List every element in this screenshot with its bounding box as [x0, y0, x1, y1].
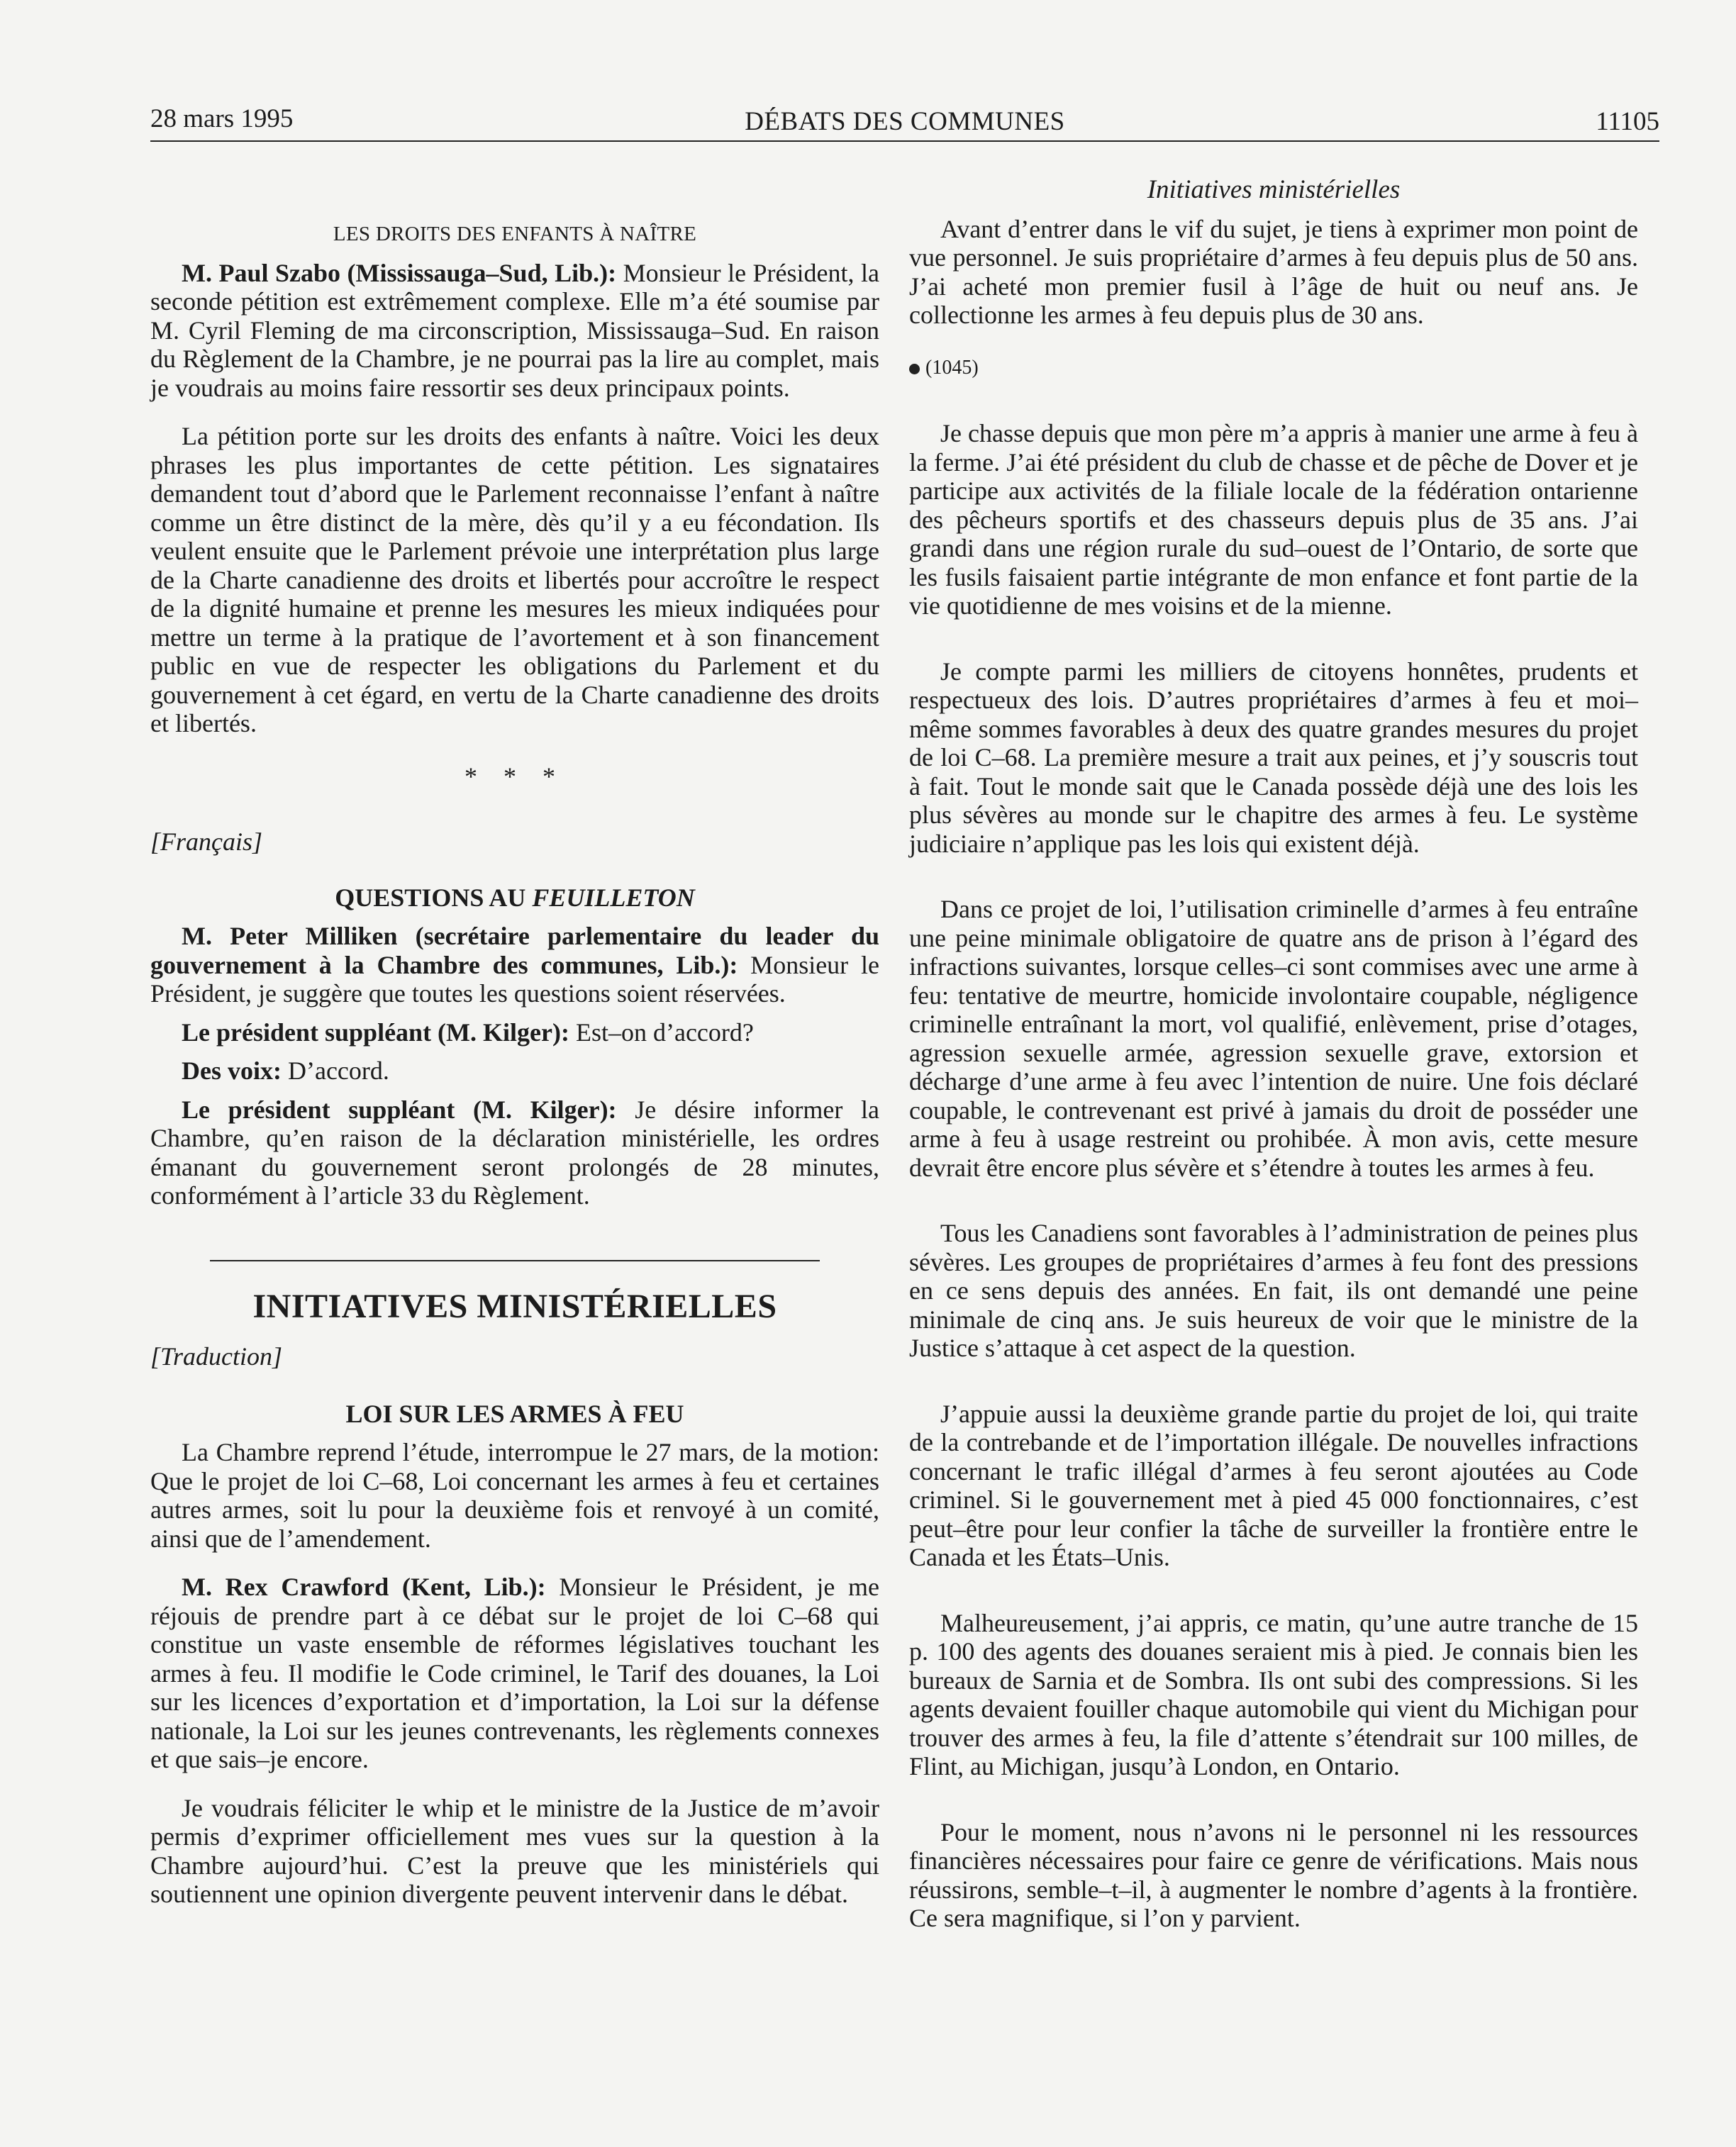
- header-title: DÉBATS DES COMMUNES: [745, 107, 1065, 136]
- paragraph-r3: Je compte parmi les milliers de citoyens honnêtes, prudents et respectueux des lois. D’autres propriétaires d’armes à feu et moi–même sommes favorables à deux des quatre grandes mesures du projet de loi C–68. La première mesure a trait aux peines, et j’y souscris tout à fait. Tout le monde sait que le Canada possède déjà une des lois les plus sévères au monde sur le chapitre des armes à feu. Le système judiciaire n’applique pas les lois qui existent déjà.: [909, 657, 1638, 858]
- timestamp: [909, 354, 1638, 383]
- questions-heading-text: QUESTIONS AU: [335, 883, 526, 912]
- running-head: Initiatives ministérielles: [1147, 175, 1401, 204]
- speaker-crawford: M. Rex Crawford (Kent, Lib.):: [182, 1573, 546, 1601]
- left-column: [150, 176, 879, 1909]
- paragraph-kilger-2: [150, 1095, 879, 1210]
- questions-heading-italic: FEUILLETON: [532, 883, 695, 912]
- language-label-traduction: [Traduction]: [150, 1342, 283, 1371]
- header-date: 28 mars 1995: [150, 104, 294, 133]
- paragraph-kilger-1: [150, 1018, 879, 1047]
- section-separator: * * *: [464, 762, 565, 791]
- paragraph-r4: Dans ce projet de loi, l’utilisation criminelle d’armes à feu entraîne une peine minimale obligatoire de quatre ans de prison à l’égard des infractions suivantes, lorsque celles–ci sont commises avec une arme à feu: tentative de meurtre, homicide involontaire coupable, négligence criminelle entraînant la mort, vol qualifié, enlèvement, prise d’otages, agression sexuelle armée, agression sexuelle grave, extorsion et décharge d’une arme à feu avec l’intention de nuire. Une fois déclaré coupable, le contrevenant est privé à jamais du droit de posséder une arme à feu à usage restreint ou prohibée. À mon avis, cette mesure devrait être encore plus sévère et s’étendre à toutes les armes à feu.: [909, 895, 1638, 1182]
- speaker-voix: Des voix:: [182, 1056, 282, 1085]
- paragraph-milliken: [150, 922, 879, 1008]
- bullet-icon: [909, 364, 920, 374]
- speaker-szabo: M. Paul Szabo (Mississauga–Sud, Lib.):: [182, 258, 617, 287]
- text-milliken: Monsieur le Président, je suggère que toutes les questions soient réservées.: [150, 950, 879, 1008]
- speaker-kilger-1: Le président suppléant (M. Kilger):: [182, 1017, 569, 1047]
- text-szabo: Monsieur le Président, la seconde pétition est extrêmement complexe. Elle m’a été soumise par M. Cyril Fleming de ma circonscription, Mississauga–Sud. En raison du Règlement de la Chambre, je ne pourrai pas la lire au complet, mais je voudrais au moins faire ressortir ses deux principaux points.: [150, 258, 879, 402]
- paragraph-szabo: [150, 259, 879, 403]
- petition-heading: LES DROITS DES ENFANTS À NAÎTRE: [333, 223, 697, 245]
- timestamp-text: (1045): [925, 356, 979, 379]
- paragraph-r2: Je chasse depuis que mon père m’a appris à manier une arme à feu à la ferme. J’ai été président du club de chasse et de pêche de Dover et je participe aux activités de la filiale locale de la fédération ontarienne des pêcheurs sportifs et des chasseurs depuis plus de 35 ans. J’ai grandi dans une région rurale du sud–ouest de l’Ontario, de sorte que les fusils faisaient partie intégrante de mon enfance et font partie de la vie quotidienne de mes voisins et de la mienne.: [909, 419, 1638, 620]
- paragraph-r7: Malheureusement, j’ai appris, ce matin, qu’une autre tranche de 15 p. 100 des agents des douanes seraient mis à pied. Je connais bien les bureaux de Sarnia et de Sombra. Ils ont subi des compressions. Si les agents devaient fouiller chaque automobile qui vient du Michigan pour trouver des armes à feu, la file d’attente s’étendrait sur 100 milles, de Flint, au Michigan, jusqu’à London, en Ontario.: [909, 1608, 1638, 1780]
- header-rule: [150, 140, 1659, 142]
- paragraph-whip: Je voudrais féliciter le whip et le ministre de la Justice de m’avoir permis d’exprimer officiellement mes vues sur la question à la Chambre aujourd’hui. C’est la preuve que les ministériels qui soutiennent une opinion divergente peuvent intervenir dans le débat.: [150, 1793, 879, 1908]
- text-kilger-1: Est–on d’accord?: [569, 1017, 754, 1047]
- loi-heading: LOI SUR LES ARMES À FEU: [345, 1399, 684, 1428]
- paragraph-crawford: [150, 1573, 879, 1774]
- paragraph-r1: Avant d’entrer dans le vif du sujet, je tiens à exprimer mon point de vue personnel. Je suis propriétaire d’armes à feu depuis plus de 50 ans. J’ai acheté mon premier fusil à l’âge de huit ou neuf ans. Je collectionne les armes à feu depuis plus de 30 ans.: [909, 214, 1638, 329]
- paragraph-voix: [150, 1056, 879, 1086]
- right-column: [909, 176, 1638, 1933]
- paragraph-motion: La Chambre reprend l’étude, interrompue le 27 mars, de la motion: Que le projet de loi C–68, Loi concernant les armes à feu et certaines autres armes, soit lu pour la deuxième fois et renvoyé à un comité, ainsi que de l’amendement.: [150, 1438, 879, 1553]
- questions-heading: [150, 883, 879, 913]
- paragraph-r6: J’appuie aussi la deuxième grande partie du projet de loi, qui traite de la contrebande et de l’importation illégale. De nouvelles infractions concernant le trafic illégal d’armes à feu seront ajoutées au Code criminel. Si le gouvernement met à pied 45 000 fonctionnaires, c’est peut–être pour leur confier la tâche de surveiller la frontière entre le Canada et les États–Unis.: [909, 1399, 1638, 1571]
- paragraph-r8: Pour le moment, nous n’avons ni le personnel ni les ressources financières nécessaires pour faire ce genre de vérifications. Mais nous réussirons, semble–t–il, à augmenter le nombre d’agents à la frontière. Ce sera magnifique, si l’on y parvient.: [909, 1817, 1638, 1932]
- speaker-milliken: M. Peter Milliken (secrétaire parlementaire du leader du gouvernement à la Chambre des communes, Lib.):: [150, 922, 879, 979]
- section-rule: [210, 1260, 820, 1261]
- paragraph-petition: La pétition porte sur les droits des enfants à naître. Voici les deux phrases les plus importantes de cette pétition. Les signataires demandent tout d’abord que le Parlement reconnaisse l’enfant à naître comme un être distinct de la mère, dès qu’il y a eu fécondation. Ils veulent ensuite que le Parlement prévoie une interprétation plus large de la Charte canadienne des droits et libertés pour accroître le respect de la dignité humaine et prenne les mesures les mieux indiquées pour mettre un terme à la pratique de l’avortement et à son financement public en vue de respecter les obligations du Parlement et du gouvernement à cet égard, en vertu de la Charte canadienne des droits et libertés.: [150, 422, 879, 737]
- paragraph-r5: Tous les Canadiens sont favorables à l’administration de peines plus sévères. Les groupes de propriétaires d’armes à feu font des pressions en ce sens depuis des années. En fait, ils ont demandé une peine minimale de cinq ans. Je suis heureux de voir que le ministre de la Justice s’attaque à cet aspect de la question.: [909, 1219, 1638, 1362]
- text-crawford: Monsieur le Président, je me réjouis de prendre part à ce débat sur le projet de loi C–68 qui constitue un vaste ensemble de réformes législatives touchant les armes à feu. Il modifie le Code criminel, le Tarif des douanes, la Loi sur les licences d’exportation et d’importation, la Loi sur la défense nationale, la Loi sur les jeunes contrevenants, les règlements connexes et que sais–je encore.: [150, 1573, 879, 1773]
- text-voix: D’accord.: [281, 1056, 389, 1085]
- initiatives-heading: INITIATIVES MINISTÉRIELLES: [252, 1287, 777, 1325]
- speaker-kilger-2: Le président suppléant (M. Kilger):: [182, 1095, 617, 1124]
- page-header: [150, 98, 1659, 138]
- page-number: 11105: [1596, 107, 1659, 136]
- language-label-francais: [Français]: [150, 827, 263, 856]
- text-kilger-2: Je désire informer la Chambre, qu’en raison de la déclaration ministérielle, les ordres émanant du gouvernement seront prolongés de 28 minutes, conformément à l’article 33 du Règlement.: [150, 1095, 879, 1210]
